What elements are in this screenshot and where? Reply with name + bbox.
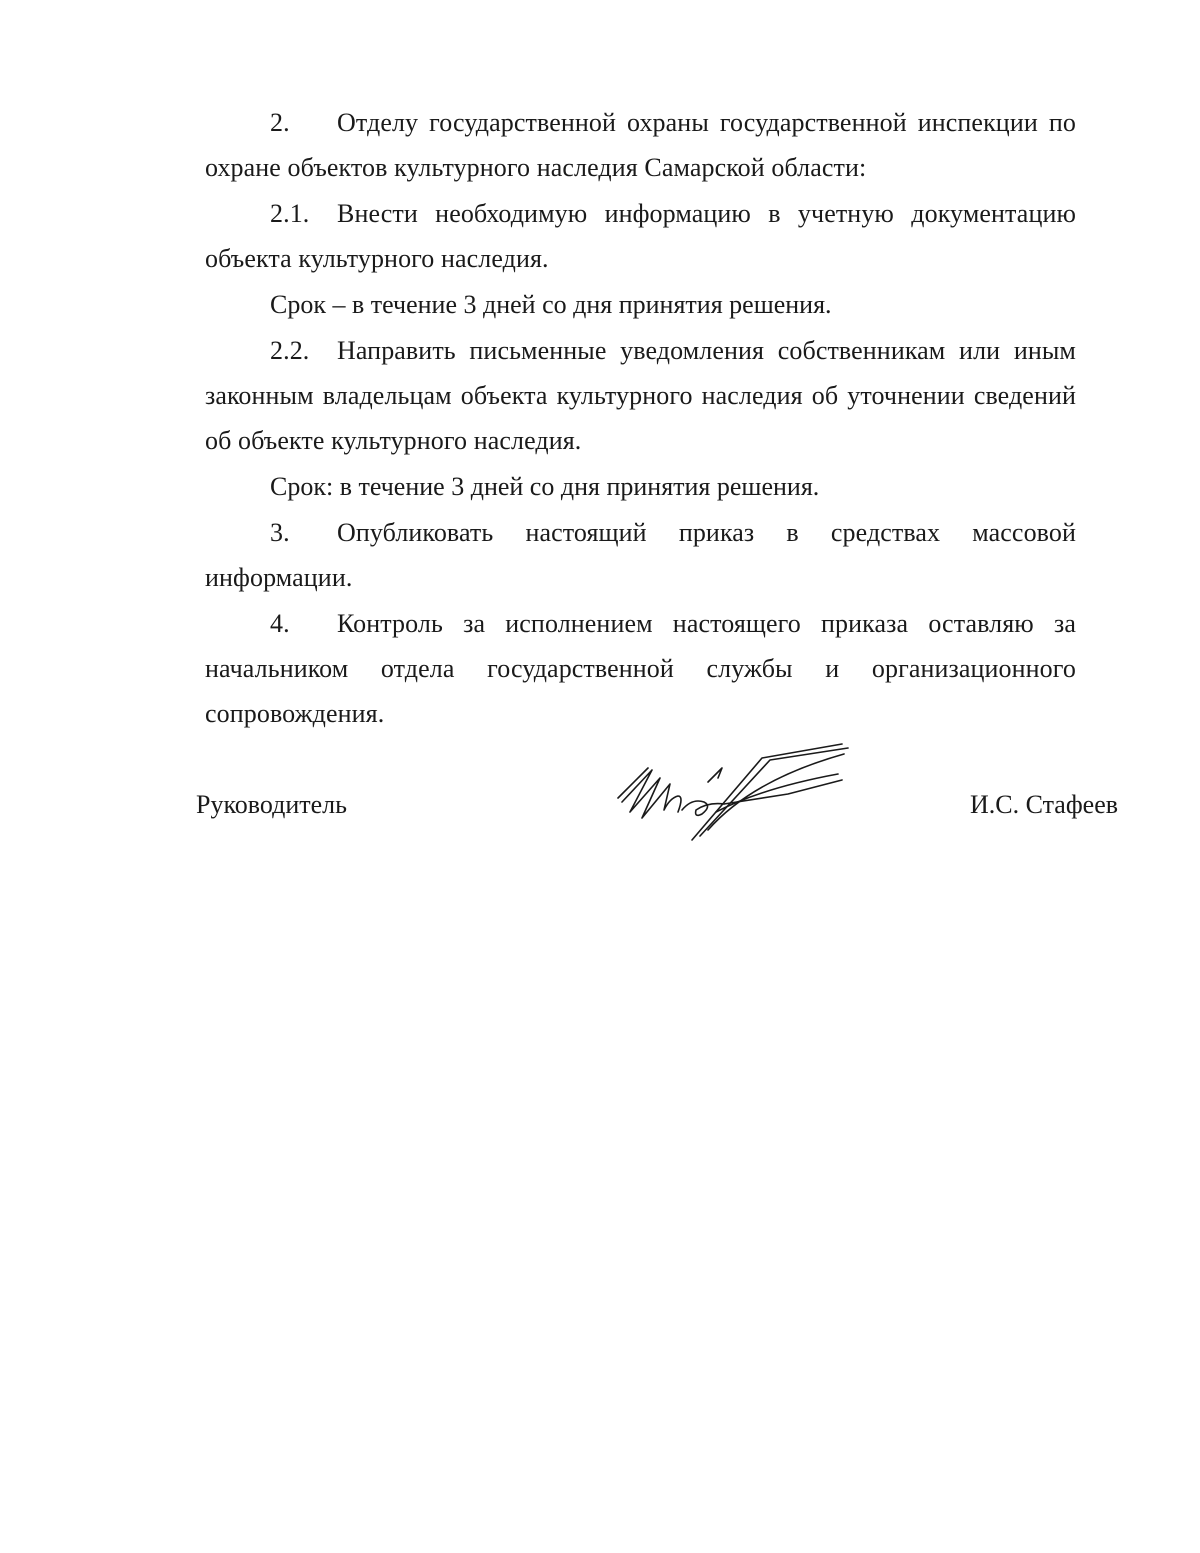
paragraph-text: Направить письменные уведомления собственникам или иным законным владельцам объекта культурного наследия об уточнении сведений об объекте культурного наследия.: [205, 336, 1076, 455]
deadline-2: Срок: в течение 3 дней со дня принятия решения.: [270, 472, 820, 501]
paragraph-number: 2.: [270, 108, 290, 137]
paragraph-number: 2.1.: [270, 199, 310, 228]
signatory-name: И.С. Стафеев: [970, 790, 1119, 819]
handwritten-signature: [612, 740, 857, 845]
paragraph-2: [205, 100, 1076, 190]
signatory-title: Руководитель: [196, 790, 347, 819]
paragraph-2-1: [205, 191, 1076, 281]
paragraph-text: Отделу государственной охраны государственной инспекции по охране объектов культурного наследия Самарской области:: [205, 108, 1076, 182]
paragraph-2-2: [205, 328, 1076, 463]
paragraph-number: 4.: [270, 609, 290, 638]
paragraph-text: Опубликовать настоящий приказ в средствах массовой информации.: [205, 518, 1076, 592]
signature-block: [0, 740, 1200, 850]
paragraph-3: [205, 510, 1076, 600]
paragraph-number: 3.: [270, 518, 290, 547]
deadline-1: Срок – в течение 3 дней со дня принятия решения.: [270, 290, 832, 319]
document-body: [205, 100, 1076, 737]
paragraph-text: Внести необходимую информацию в учетную документацию объекта культурного наследия.: [205, 199, 1076, 273]
paragraph-number: 2.2.: [270, 336, 310, 365]
paragraph-4: [205, 601, 1076, 736]
paragraph-text: Контроль за исполнением настоящего приказа оставляю за начальником отдела государственной службы и организационного сопровождения.: [205, 609, 1076, 728]
